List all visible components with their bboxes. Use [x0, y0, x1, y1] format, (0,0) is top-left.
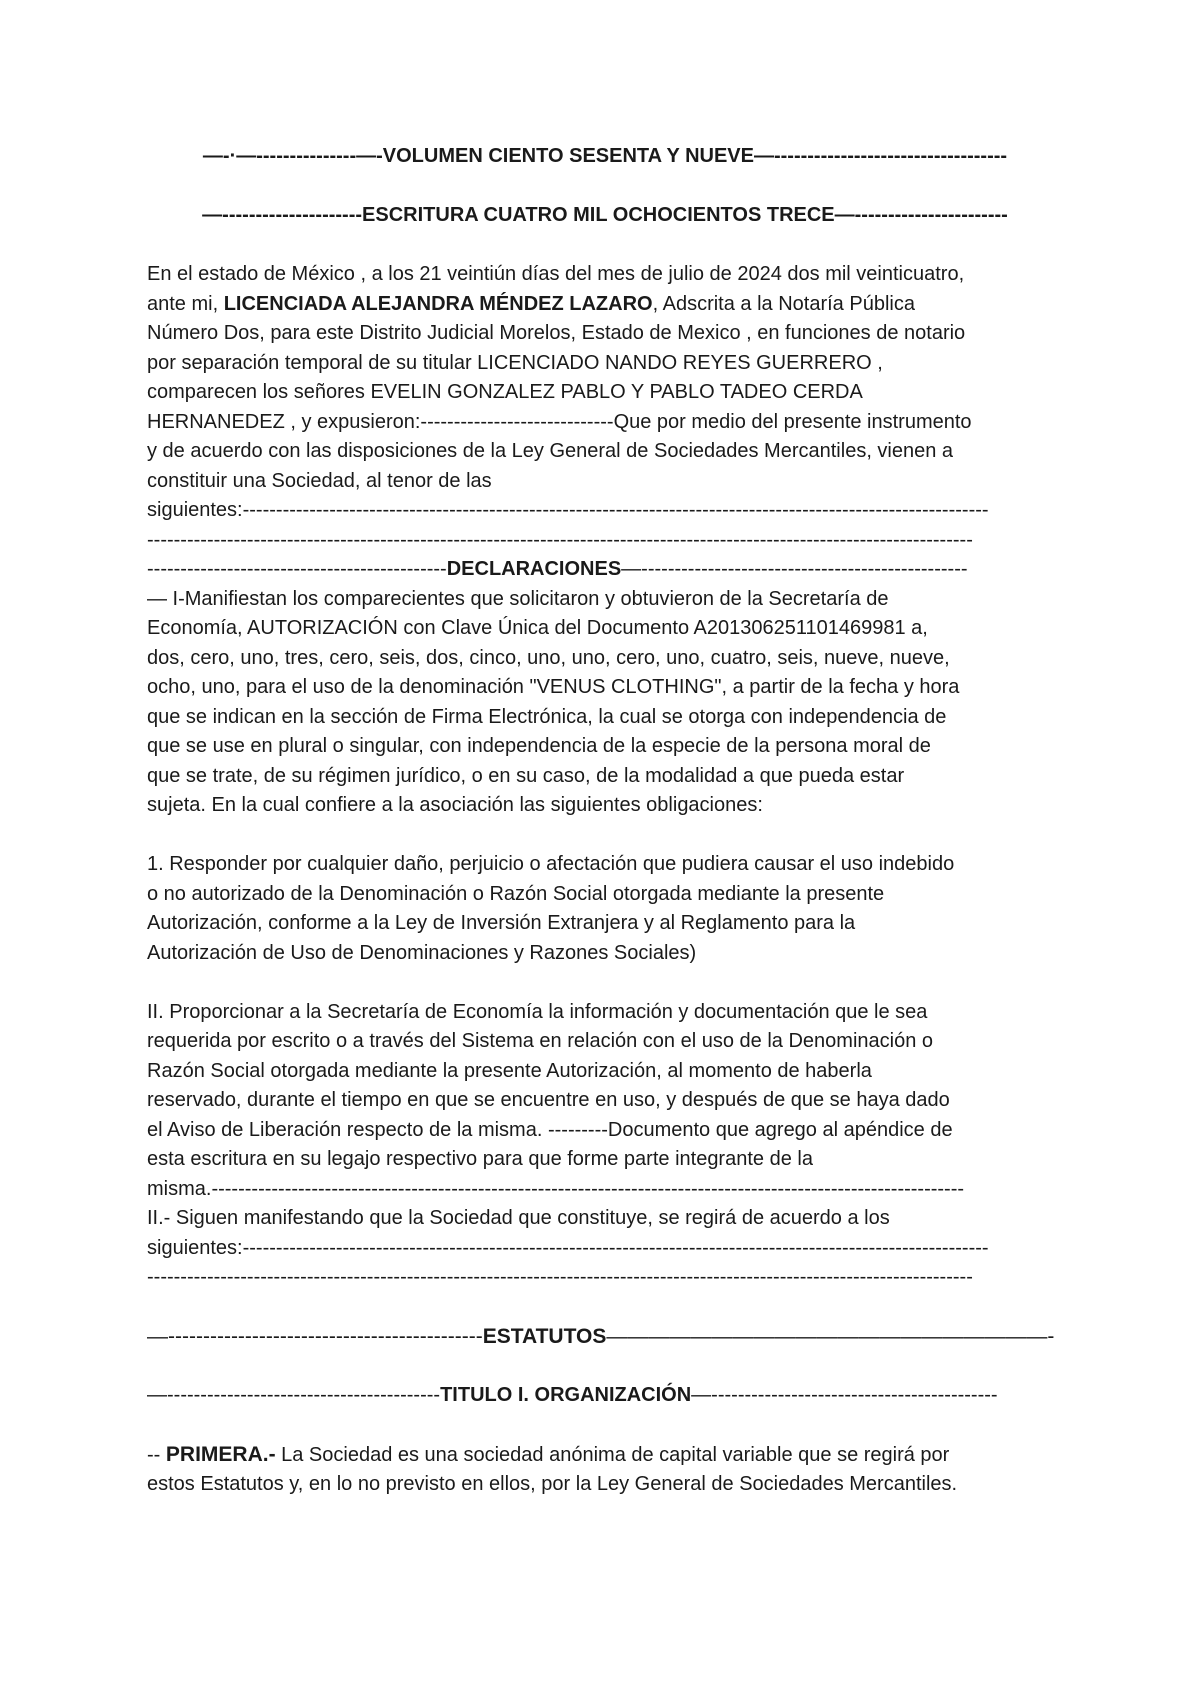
dash-span: —----------------------------------------- [147, 1384, 441, 1406]
declaraciones-heading [147, 555, 1063, 585]
text-line: el Aviso de Liberación respecto de la misma. ---------Documento que agrego al apéndice de [147, 1118, 953, 1141]
text-line [147, 1440, 1063, 1470]
dash-span: —————————————————————- [606, 1325, 1055, 1348]
text-line: Número Dos, para este Distrito Judicial Morelos, Estado de Mexico , en funciones de notario [147, 322, 966, 344]
obligation-2 [147, 998, 1063, 1293]
text-line: constituir una Sociedad, al tenor de las [147, 469, 492, 492]
text-line: — I-Manifiestan los comparecientes que solicitaron y obtuvieron de la Secretaría de [147, 587, 889, 610]
text-line: En el estado de México , a los 21 veintiún días del mes de julio de 2024 dos mil veinticuatro, [147, 263, 965, 285]
estatutos-heading [147, 1322, 1063, 1352]
text-line: que se use en plural o singular, con independencia de la especie de la persona moral de [147, 735, 931, 757]
text-line: esta escritura en su legajo respectivo para que forme parte integrante de la [147, 1148, 813, 1170]
text-line [147, 290, 1063, 320]
heading-text: DECLARACIONES [446, 558, 622, 580]
text-line: sujeta. En la cual confiere a la asociación las siguientes obligaciones: [147, 794, 763, 816]
text-line: 1. Responder por cualquier daño, perjuicio o afectación que pudiera causar el uso indebido [147, 853, 955, 875]
text-line: Economía, AUTORIZACIÓN con Clave Única del Documento A201306251101469981 a, [147, 617, 928, 639]
text-line: por separación temporal de su titular LICENCIADO NANDO REYES GUERRERO , [147, 351, 883, 374]
text-line: que se indican en la sección de Firma Electrónica, la cual se otorga con independencia de [147, 705, 947, 728]
text-line: dos, cero, uno, tres, cero, seis, dos, cinco, uno, uno, cero, uno, cuatro, seis, nueve, nueve, [147, 646, 950, 669]
declaracion-paragraph [147, 585, 1063, 821]
dash-line: ---------------------------------------------------------------------------------------------------------------------------- [147, 1266, 973, 1288]
text-line: comparecen los señores EVELIN GONZALEZ PABLO Y PABLO TADEO CERDA [147, 381, 863, 403]
dash-span: —------------------------------------------------- [621, 558, 968, 580]
obligation-1 [147, 850, 1063, 968]
text-line: siguientes:---------------------------------------------------------------------------------------------------------------- [147, 499, 989, 521]
document-body [147, 142, 1063, 1499]
dash-line: ---------------------------------------------------------------------------------------------------------------------------- [147, 528, 973, 551]
text-line: requerida por escrito o a través del Sistema en relación con el uso de la Denominación o [147, 1030, 933, 1052]
text-line: reservado, durante el tiempo en que se encuentre en uso, y después de que se haya dado [147, 1089, 950, 1111]
text-line: que se trate, de su régimen jurídico, o en su caso, de la modalidad a que pueda estar [147, 764, 905, 787]
text-span: ante mi, [147, 292, 224, 315]
heading-text: TITULO I. ORGANIZACIÓN [440, 1384, 692, 1406]
text-line: y de acuerdo con las disposiciones de la Ley General de Sociedades Mercantiles, vienen a [147, 440, 954, 462]
text-line: II.- Siguen manifestando que la Sociedad que constituye, se regirá de acuerdo a los [147, 1207, 890, 1229]
text-line: Razón Social otorgada mediante la presente Autorización, al momento de haberla [147, 1059, 872, 1082]
text-line: o no autorizado de la Denominación o Razón Social otorgada mediante la presente [147, 882, 885, 905]
text-line: estos Estatutos y, en lo no previsto en ellos, por la Ley General de Sociedades Mercantiles. [147, 1472, 958, 1495]
text-span: -- [147, 1444, 166, 1466]
article-label: PRIMERA.- [165, 1443, 276, 1466]
text-line: HERNANEDEZ , y expusieron:-----------------------------Que por medio del presente instrumento [147, 410, 972, 433]
dash-span: —------------------------------------------- [691, 1384, 998, 1406]
text-line: II. Proporcionar a la Secretaría de Economía la información y documentación que le sea [147, 1000, 928, 1023]
dash-span: —--------------------------------------------- [147, 1325, 483, 1348]
text-line: Autorización de Uso de Denominaciones y Razones Sociales) [147, 941, 697, 964]
article-primera [147, 1440, 1063, 1499]
notary-name: LICENCIADA ALEJANDRA MÉNDEZ LAZARO [223, 292, 653, 315]
text-line: Autorización, conforme a la Ley de Inversión Extranjera y al Reglamento para la [147, 912, 856, 934]
text-line: siguientes:---------------------------------------------------------------------------------------------------------------- [147, 1236, 989, 1259]
volumen-heading: —-·—---------------—-VOLUMEN CIENTO SESENTA Y NUEVE—----------------------------------- [202, 145, 1008, 167]
titulo-heading [147, 1381, 1063, 1411]
dash-span: --------------------------------------------- [147, 558, 447, 580]
text-line: misma.----------------------------------------------------------------------------------------------------------------- [147, 1177, 965, 1200]
escritura-heading: —---------------------ESCRITURA CUATRO MIL OCHOCIENTOS TRECE—----------------------- [202, 204, 1008, 226]
text-line: ocho, uno, para el uso de la denominación "VENUS CLOTHING", a partir de la fecha y hora [147, 676, 960, 698]
intro-paragraph [147, 260, 1063, 555]
text-span: , Adscrita a la Notaría Pública [652, 292, 915, 315]
heading-text: ESTATUTOS [482, 1325, 607, 1348]
text-span: La Sociedad es una sociedad anónima de capital variable que se regirá por [275, 1444, 950, 1466]
